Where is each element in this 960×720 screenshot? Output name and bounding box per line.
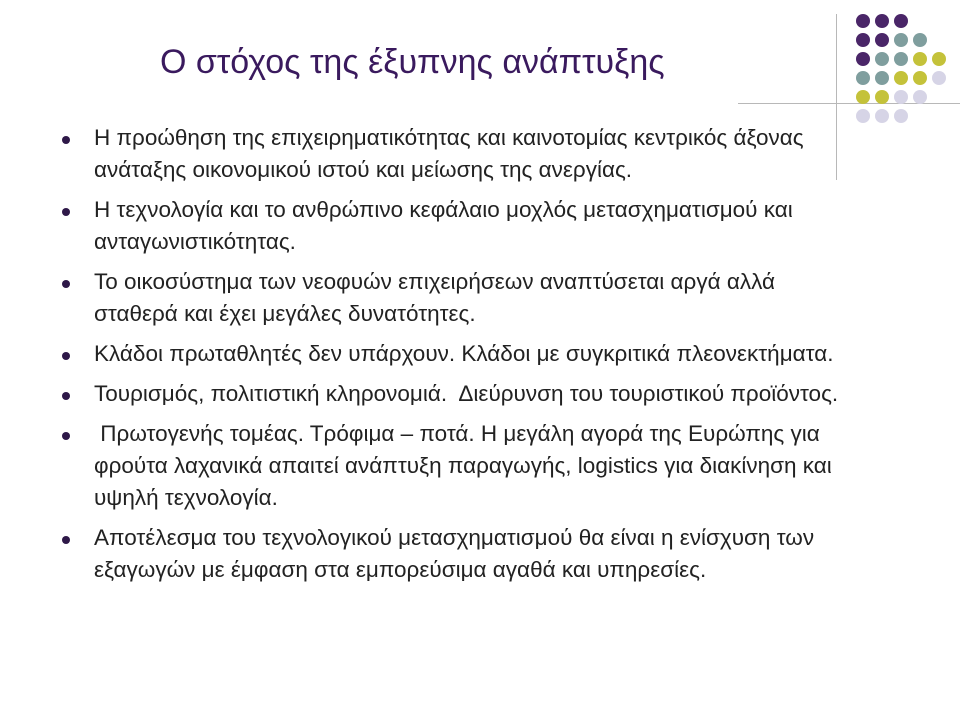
decorative-dot [856,14,870,28]
bullet-item [62,194,852,258]
decorative-dot [856,33,870,47]
decorative-dot [875,33,889,47]
bullet-dot-icon [62,536,70,544]
bullet-item [62,418,852,514]
decorative-dot [894,52,908,66]
horizontal-divider-line [738,103,960,104]
bullet-text: Κλάδοι πρωταθλητές δεν υπάρχουν. Κλάδοι με συγκριτικά πλεονεκτήματα. [94,341,834,366]
bullet-item [62,522,852,586]
decorative-dot [894,33,908,47]
slide-title: Ο στόχος της έξυπνης ανάπτυξης [160,43,665,81]
decorative-dot [894,90,908,104]
bullet-item [62,378,852,410]
decorative-dot [913,90,927,104]
decorative-dot [875,90,889,104]
bullet-text: Πρωτογενής τομέας. Τρόφιμα – ποτά. Η μεγάλη αγορά της Ευρώπης για φρούτα λαχανικά απαιτεί ανάπτυξη παραγωγής, logistics για διακίνηση και υψηλή τεχνολογία. [94,421,839,510]
bullet-item [62,266,852,330]
bullet-text: Η τεχνολογία και το ανθρώπινο κεφάλαιο μοχλός μετασχηματισμού και ανταγωνιστικότητας. [94,197,806,254]
decorative-dot [875,71,889,85]
bullet-text: Αποτέλεσμα του τεχνολογικού μετασχηματισμού θα είναι η ενίσχυση των εξαγωγών με έμφαση στα εμπορεύσιμα αγαθά και υπηρεσίες. [94,525,821,582]
bullet-dot-icon [62,136,70,144]
decorative-dot [932,52,946,66]
decorative-dot [932,71,946,85]
decorative-dot [913,52,927,66]
decorative-dot [913,71,927,85]
bullet-text: Τουρισμός, πολιτιστική κληρονομιά. Διεύρυνση του τουριστικού προϊόντος. [94,381,839,406]
bullet-list [62,122,852,594]
decorative-dot [856,109,870,123]
decorative-dot [875,14,889,28]
bullet-text: Το οικοσύστημα των νεοφυών επιχειρήσεων αναπτύσεται αργά αλλά σταθερά και έχει μεγάλες δυνατότητες. [94,269,782,326]
decorative-dot [913,33,927,47]
bullet-item [62,122,852,186]
bullet-dot-icon [62,432,70,440]
decorative-dot [856,52,870,66]
decorative-dot [856,90,870,104]
bullet-text: Η προώθηση της επιχειρηματικότητας και καινοτομίας κεντρικός άξονας ανάταξης οικονομικού ιστού και μείωσης της ανεργίας. [94,125,810,182]
bullet-dot-icon [62,392,70,400]
decorative-dot [894,109,908,123]
decorative-dot [875,52,889,66]
bullet-item [62,338,852,370]
decorative-dot [875,109,889,123]
decorative-dot [894,71,908,85]
bullet-dot-icon [62,208,70,216]
bullet-dot-icon [62,280,70,288]
bullet-dot-icon [62,352,70,360]
decorative-dot [856,71,870,85]
decorative-dot [894,14,908,28]
